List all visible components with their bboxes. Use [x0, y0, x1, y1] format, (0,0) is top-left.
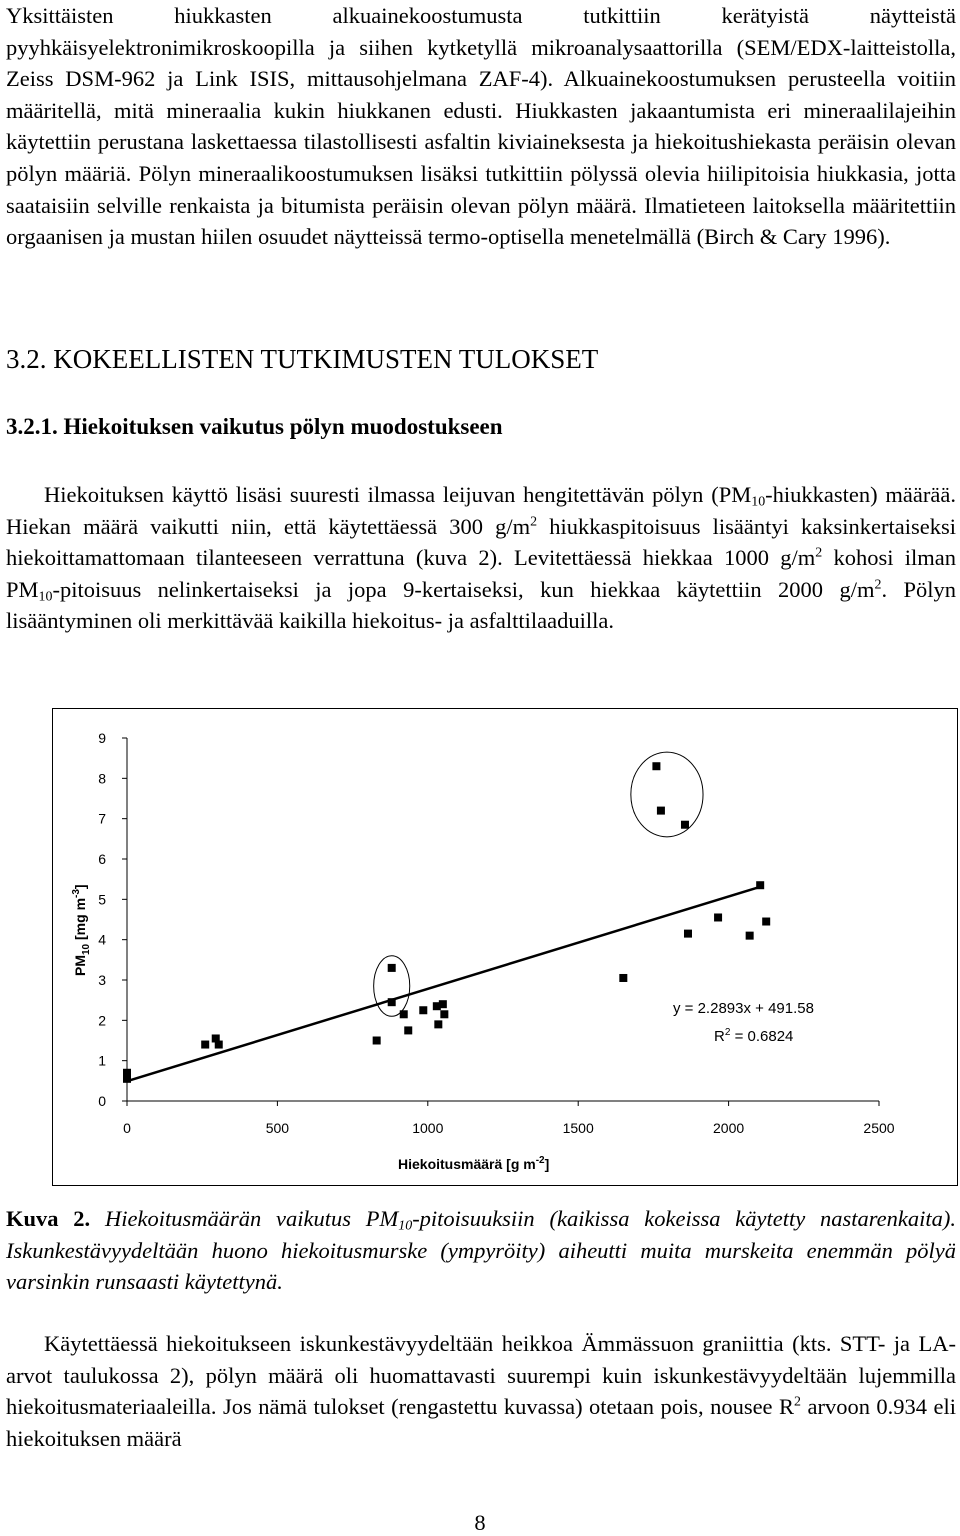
y-tick-label: 1 — [98, 1052, 106, 1069]
figure-scatter-chart — [52, 708, 958, 1186]
data-point — [419, 1006, 427, 1014]
text-run: . Pölyn lisääntyminen oli merkittävää kaikilla hiekoitus- ja asfalttilaaduilla. — [6, 576, 956, 634]
data-point — [434, 1020, 442, 1028]
y-tick-label: 4 — [98, 931, 106, 948]
y-label-sup: -3 — [71, 889, 82, 898]
regression-equation: y = 2.2893x + 491.58 — [673, 1000, 814, 1017]
data-point — [756, 881, 764, 889]
data-point — [762, 918, 770, 926]
y-label-b: [mg m — [72, 897, 88, 944]
y-tick-label: 6 — [98, 851, 106, 867]
x-tick-label: 1500 — [562, 1120, 594, 1136]
text-run: Hiekoituksen käyttö lisäsi suuresti ilmassa leijuvan hengitettävän pölyn (PM — [44, 482, 752, 507]
data-point — [652, 762, 660, 770]
figure-caption — [6, 1203, 956, 1298]
x-tick-label: 2000 — [713, 1120, 745, 1136]
text-run: -hiukkasten) määrää. Hiekan määrä vaikutti niin, että käytettäessä 300 g/m — [6, 482, 956, 539]
subscript: 10 — [398, 1218, 413, 1234]
data-point — [684, 930, 692, 938]
superscript: 2 — [530, 514, 538, 530]
data-point — [439, 1000, 447, 1008]
data-point — [681, 821, 689, 829]
y-tick-label: 5 — [98, 891, 106, 908]
paragraph-methods — [6, 0, 956, 253]
page-number: 8 — [474, 1510, 486, 1535]
paragraph-discussion — [6, 1328, 956, 1454]
scatter-chart — [52, 708, 958, 1186]
data-point — [388, 998, 396, 1006]
caption-text: Hiekoitusmäärän vaikutus PM — [90, 1206, 399, 1231]
data-point — [215, 1041, 223, 1049]
data-point — [123, 1069, 131, 1077]
y-label-sub: 10 — [81, 943, 92, 955]
paragraph-text: Yksittäisten hiukkasten alkuainekoostumusta tutkittiin kerätyistä näytteistä pyyhkäisyelektronimikroskoopilla ja siihen kytketyllä mikroanalysaattorilla (SEM/EDX-laitteistolla, Zeiss DSM-962 ja Link ISIS, mittausohjelmana ZAF-4). Alkuainekoostumuksen perusteella voitiin määritellä, mitä mineraalia kukin hiukkanen edusti. Hiukkasten jakaantumista eri mineraalilajeihin käytettiin perustana laskettaessa tilastollisesti asfaltin kiviaineksesta ja hiekoitushiekasta peräisin olevan pölyn määriä. Pölyn mineraalikoostumuksen lisäksi tutkittiin pölyssä olevia hiilipitoisia hiukkasia, jotta saataisiin selville renkaista ja bitumista peräisin olevan pölyn määrä. Ilmatieteen laitoksella määritettiin orgaanisen ja mustan hiilen osuudet näytteissä termo-optisella menetelmällä (Birch & Cary 1996). — [6, 3, 956, 250]
x-tick-label: 1000 — [412, 1120, 444, 1136]
r2-sup: 2 — [724, 1027, 731, 1038]
subscript: 10 — [751, 494, 766, 510]
r2-value: = 0.6824 — [730, 1028, 794, 1045]
x-label-base: Hiekoitusmäärä [g m — [398, 1156, 536, 1172]
text-run: kohosi ilman PM — [6, 545, 957, 602]
caption-label: Kuva 2. — [6, 1206, 91, 1231]
chart-frame — [53, 709, 958, 1186]
text-run: arvoon 0.934 eli hiekoituksen määrä — [6, 1394, 957, 1451]
data-point — [373, 1037, 381, 1045]
y-label-a: PM — [72, 955, 88, 976]
paragraph-results — [6, 479, 956, 637]
text-run: -pitoisuus nelinkertaiseksi ja jopa 9-kertaiseksi, kun hiekkaa käytettiin 2000 g/m — [52, 576, 875, 602]
data-point — [619, 974, 627, 982]
data-point — [657, 807, 665, 815]
x-tick-label: 500 — [265, 1120, 290, 1136]
x-tick-label: 0 — [123, 1120, 131, 1136]
text-run: Käytettäessä hiekoitukseen iskunkestävyydeltään heikkoa Ämmässuon graniittia (kts. STT- ja LA-arvot taulukossa 2), pölyn määrä oli huomattavasti suurempi kuin iskunkestävyydeltään lujemmilla hiekoitusmateriaaleilla. Jos nämä tulokset (rengastettu kuvassa) otetaan pois, nousee R — [6, 1331, 956, 1420]
caption-text: -pitoisuuksiin (kaikissa kokeissa käytetty nastarenkaita). Iskunkestävyydeltään huono hiekoitusmurske (ympyröity) aiheutti muita murskeita enemmän pölyä varsinkin runsaasti käytettynä. — [6, 1206, 956, 1295]
y-tick-label: 8 — [98, 770, 106, 787]
data-point — [201, 1041, 209, 1049]
text-run: hiukkaspitoisuus lisääntyi kaksinkertaiseksi hiekoittamattomaan tilanteeseen verrattuna (kuva 2). Levitettäessä hiekkaa 1000 g/m — [6, 513, 956, 571]
superscript: 2 — [794, 1394, 801, 1410]
r2-base: R — [714, 1028, 725, 1045]
data-point — [746, 932, 754, 940]
superscript: 2 — [874, 577, 882, 593]
data-point — [404, 1026, 412, 1034]
superscript: 2 — [815, 545, 823, 561]
y-tick-label: 0 — [98, 1093, 106, 1109]
x-label-end: ] — [544, 1156, 550, 1172]
data-point — [714, 913, 722, 921]
y-label-end: ] — [72, 884, 88, 890]
data-point — [388, 964, 396, 972]
section-heading: 3.2. KOKEELLISTEN TUTKIMUSTEN TULOKSET — [6, 344, 599, 374]
data-point — [440, 1010, 448, 1018]
y-tick-label: 2 — [98, 1012, 106, 1029]
x-tick-label: 2500 — [863, 1120, 895, 1136]
x-axis-label — [398, 1155, 549, 1172]
y-tick-label: 9 — [98, 730, 106, 746]
subsection-heading: 3.2.1. Hiekoituksen vaikutus pölyn muodostukseen — [6, 414, 503, 439]
subscript: 10 — [38, 589, 53, 605]
x-label-sup: -2 — [535, 1155, 545, 1166]
y-tick-label: 7 — [98, 810, 106, 827]
y-tick-label: 3 — [98, 972, 106, 988]
